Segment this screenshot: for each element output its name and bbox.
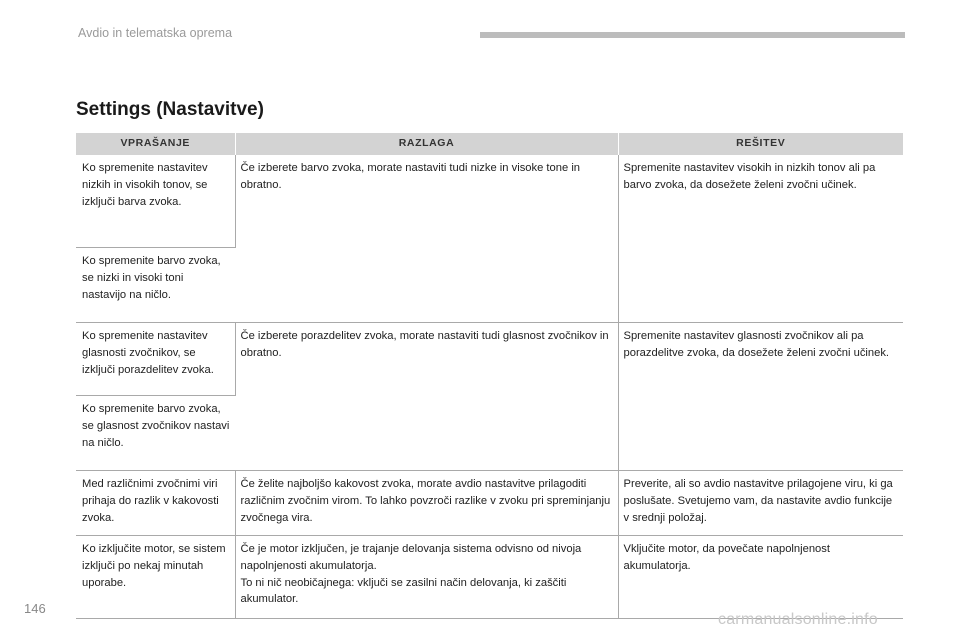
page-number: 146	[24, 601, 46, 616]
explanation-line: To ni nič neobičajnega: vključi se zasilni način delovanja, ki zaščiti akumulator.	[240, 576, 567, 606]
question-cell: Ko spremenite barvo zvoka, se nizki in visoki toni nastavijo na ničlo.	[76, 248, 235, 323]
explanation-cell: Če izberete porazdelitev zvoka, morate nastaviti tudi glasnost zvočnikov in obratno.	[235, 323, 618, 471]
question-cell: Ko spremenite barvo zvoka, se glasnost zvočnikov nastavi na ničlo.	[76, 396, 235, 471]
table-row	[76, 471, 903, 536]
explanation-cell: Če izberete barvo zvoka, morate nastaviti tudi nizke in visoke tone in obratno.	[235, 155, 618, 323]
solution-cell: Spremenite nastavitev visokih in nizkih tonov ali pa barvo zvoka, da dosežete želeni zvočni učinek.	[618, 155, 903, 323]
table-row	[76, 536, 903, 619]
explanation-cell	[235, 536, 618, 619]
question-cell: Ko izključite motor, se sistem izključi po nekaj minutah uporabe.	[76, 536, 235, 619]
table-row	[76, 155, 903, 248]
header-bar	[480, 32, 905, 38]
troubleshooting-table	[76, 133, 903, 619]
solution-cell: Spremenite nastavitev glasnosti zvočnikov ali pa porazdelitve zvoka, da dosežete želeni zvočni učinek.	[618, 323, 903, 471]
page-title: Settings (Nastavitve)	[76, 99, 264, 120]
section-header: Avdio in telematska oprema	[78, 26, 233, 40]
watermark: carmanualsonline.info	[718, 611, 878, 628]
solution-cell: Preverite, ali so avdio nastavitve prilagojene viru, ki ga poslušate. Svetujemo vam, da nastavite avdio funkcije v srednji položaj.	[618, 471, 903, 536]
column-header-question: VPRAŠANJE	[76, 133, 235, 155]
question-cell: Ko spremenite nastavitev glasnosti zvočnikov, se izključi porazdelitev zvoka.	[76, 323, 235, 396]
explanation-line: Če je motor izključen, je trajanje delovanja sistema odvisno od nivoja napolnjenosti akumulatorja.	[240, 543, 582, 572]
table-row	[76, 323, 903, 396]
table-header-row	[76, 133, 903, 155]
question-cell: Med različnimi zvočnimi viri prihaja do razlik v kakovosti zvoka.	[76, 471, 235, 536]
solution-cell: Vključite motor, da povečate napolnjenost akumulatorja.	[618, 536, 903, 619]
question-cell: Ko spremenite nastavitev nizkih in visokih tonov, se izključi barva zvoka.	[76, 155, 235, 248]
column-header-explanation: RAZLAGA	[235, 133, 618, 155]
column-header-solution: REŠITEV	[618, 133, 903, 155]
explanation-cell: Če želite najboljšo kakovost zvoka, morate avdio nastavitve prilagoditi različnim zvočnim virom. To lahko povzroči razlike v zvoku pri spreminjanju zvočnega vira.	[235, 471, 618, 536]
